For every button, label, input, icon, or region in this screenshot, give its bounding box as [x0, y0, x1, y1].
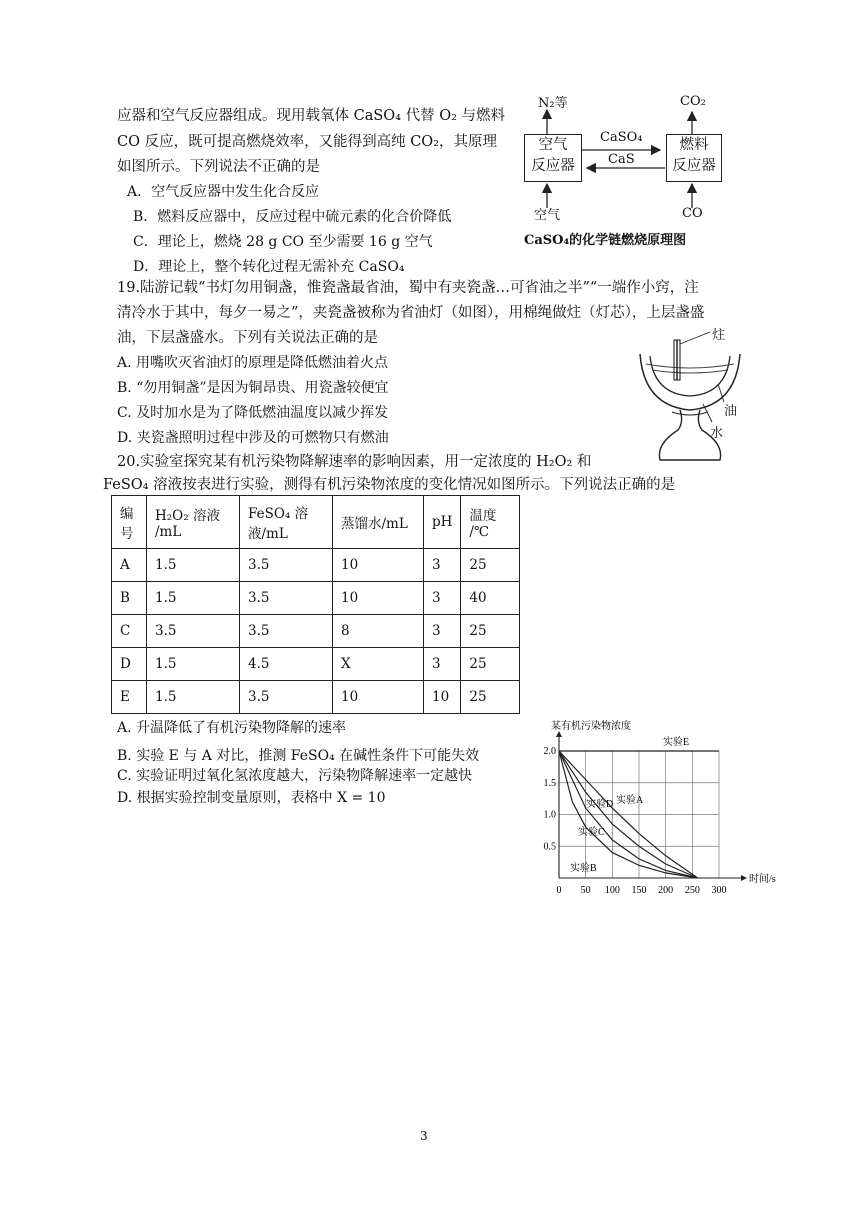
- table-cell: 8: [333, 615, 424, 648]
- table-cell: 1.5: [147, 681, 240, 714]
- series-label: 实验A: [616, 795, 644, 806]
- table-cell: 25: [461, 549, 520, 582]
- table-header-cell: FeSO₄ 溶 液/mL: [240, 496, 333, 549]
- table-cell: 40: [461, 582, 520, 615]
- y-tick-label: 0.5: [543, 841, 556, 853]
- q19-option-b: B. “勿用铜盏”是因为铜昂贵、用瓷盏较便宜: [117, 380, 389, 396]
- table-cell: 10: [333, 681, 424, 714]
- series-label: 实验B: [570, 863, 597, 874]
- y-tick-label: 1.5: [543, 777, 556, 789]
- table-cell: 10: [333, 582, 424, 615]
- table-cell: 3: [424, 615, 461, 648]
- lamp-label-wick: 炷: [712, 328, 726, 343]
- x-tick-label: 300: [711, 885, 727, 896]
- x-tick-label: 150: [631, 885, 647, 896]
- series-label: 实验C: [578, 827, 605, 838]
- table-cell: A: [112, 549, 147, 582]
- q20-option-c: C. 实验证明过氧化氢浓度越大，污染物降解速率一定越快: [117, 768, 473, 784]
- q18-option-b: B．燃料反应器中，反应过程中硫元素的化合价降低: [133, 209, 452, 225]
- q20-option-a: A. 升温降低了有机污染物降解的速率: [117, 720, 347, 736]
- q19-line-1: 19.陆游记载“书灯勿用铜盏，惟瓷盏最省油，蜀中有夹瓷盏…可省油之半”“一端作小窍，注: [117, 280, 699, 296]
- q18-label-cas: CaS: [608, 152, 635, 167]
- y-tick-label: 1.0: [543, 809, 556, 821]
- table-row: [112, 681, 520, 714]
- q18-diagram: [520, 88, 750, 248]
- table-cell: X: [333, 648, 424, 681]
- table-cell: 3.5: [240, 549, 333, 582]
- q18-label-co2-out: CO₂: [680, 94, 706, 109]
- table-cell: 25: [461, 648, 520, 681]
- series-label: 实验E: [663, 737, 690, 748]
- table-cell: E: [112, 681, 147, 714]
- oil-lamp-illustration: [628, 326, 758, 468]
- table-cell: 1.5: [147, 549, 240, 582]
- fuel-reactor-box: 燃料 反应器: [666, 134, 722, 182]
- table-cell: 10: [333, 549, 424, 582]
- table-cell: 25: [461, 615, 520, 648]
- table-cell: 3: [424, 648, 461, 681]
- table-cell: C: [112, 615, 147, 648]
- q19-option-d: D. 夹瓷盏照明过程中涉及的可燃物只有燃油: [117, 430, 389, 446]
- q19-option-a: A. 用嘴吹灭省油灯的原理是降低燃油着火点: [117, 355, 389, 371]
- x-tick-label: 50: [580, 885, 591, 896]
- q18-label-co-in: CO: [682, 206, 703, 221]
- lamp-label-water: 水: [710, 426, 724, 441]
- table-header-row: [112, 496, 520, 549]
- table-cell: D: [112, 648, 147, 681]
- table-row: [112, 615, 520, 648]
- q18-diagram-caption: CaSO₄的化学链燃烧原理图: [524, 233, 687, 248]
- q19-option-c: C. 及时加水是为了降低燃油温度以减少挥发: [117, 405, 389, 421]
- q18-line-2: CO 反应，既可提高燃烧效率，又能得到高纯 CO₂，其原理: [117, 134, 497, 150]
- q20-option-b: B. 实验 E 与 A 对比，推测 FeSO₄ 在碱性条件下可能失效: [117, 748, 480, 764]
- q18-label-air: 空气: [534, 208, 561, 223]
- table-row: [112, 582, 520, 615]
- q18-line-1: 应器和空气反应器组成。现用载氧体 CaSO₄ 代替 O₂ 与燃料: [117, 108, 506, 124]
- air-reactor-box: 空气 反应器: [524, 134, 582, 182]
- table-cell: 25: [461, 681, 520, 714]
- table-header-cell: 蒸馏水/mL: [333, 496, 424, 549]
- table-cell: 3: [424, 582, 461, 615]
- table-cell: 1.5: [147, 648, 240, 681]
- q18-option-c: C．理论上，燃烧 28 g CO 至少需要 16 g 空气: [133, 234, 433, 250]
- table-cell: B: [112, 582, 147, 615]
- page-number: 3: [420, 1129, 428, 1143]
- q20-line-2: FeSO₄ 溶液按表进行实验，测得有机污染物浓度的变化情况如图所示。下列说法正确的是: [103, 477, 676, 493]
- y-tick-label: 2.0: [543, 746, 556, 757]
- x-tick-label: 200: [658, 885, 674, 896]
- q18-option-a: A．空气反应器中发生化合反应: [127, 184, 320, 200]
- table-header-cell: H₂O₂ 溶液 /mL: [147, 496, 240, 549]
- table-cell: 1.5: [147, 582, 240, 615]
- q18-label-n2: N₂等: [538, 96, 568, 111]
- table-cell: 4.5: [240, 648, 333, 681]
- table-row: [112, 549, 520, 582]
- table-cell: 3.5: [240, 681, 333, 714]
- x-tick-label: 100: [604, 885, 620, 896]
- lamp-label-oil: 油: [724, 404, 738, 419]
- x-axis-arrow: [741, 875, 747, 881]
- q20-option-d: D. 根据实验控制变量原则，表格中 X = 10: [117, 790, 386, 806]
- degradation-chart: [528, 715, 778, 905]
- experiment-table: [111, 495, 520, 714]
- oil-lamp-drawing: [628, 326, 758, 468]
- table-header-cell: pH: [424, 496, 461, 549]
- q20-line-1: 20.实验室探究某有机污染物降解速率的影响因素，用一定浓度的 H₂O₂ 和: [117, 454, 592, 470]
- q19-line-2: 清冷水于其中，每夕一易之”，夹瓷盏被称为省油灯（如图），用棉绳做炷（灯芯），上层盏盛: [117, 305, 705, 321]
- y-axis-label: 某有机污染物浓度: [551, 721, 631, 732]
- table-header-cell: 温度 /℃: [461, 496, 520, 549]
- x-tick-label: 0: [556, 885, 562, 896]
- q19-line-3: 油，下层盏盛水。下列有关说法正确的是: [117, 330, 378, 346]
- q18-label-caso4: CaSO₄: [600, 130, 643, 145]
- series-label: 实验D: [586, 799, 614, 810]
- table-header-cell: 编 号: [112, 496, 147, 549]
- q18-line-3: 如图所示。下列说法不正确的是: [117, 159, 320, 175]
- table-cell: 3.5: [147, 615, 240, 648]
- x-axis-label: 时间/s: [749, 874, 776, 885]
- q18-option-d: D．理论上，整个转化过程无需补充 CaSO₄: [133, 259, 405, 275]
- table-row: [112, 648, 520, 681]
- table-cell: 3.5: [240, 582, 333, 615]
- table-cell: 10: [424, 681, 461, 714]
- table-cell: 3.5: [240, 615, 333, 648]
- table-cell: 3: [424, 549, 461, 582]
- x-tick-label: 250: [684, 885, 700, 896]
